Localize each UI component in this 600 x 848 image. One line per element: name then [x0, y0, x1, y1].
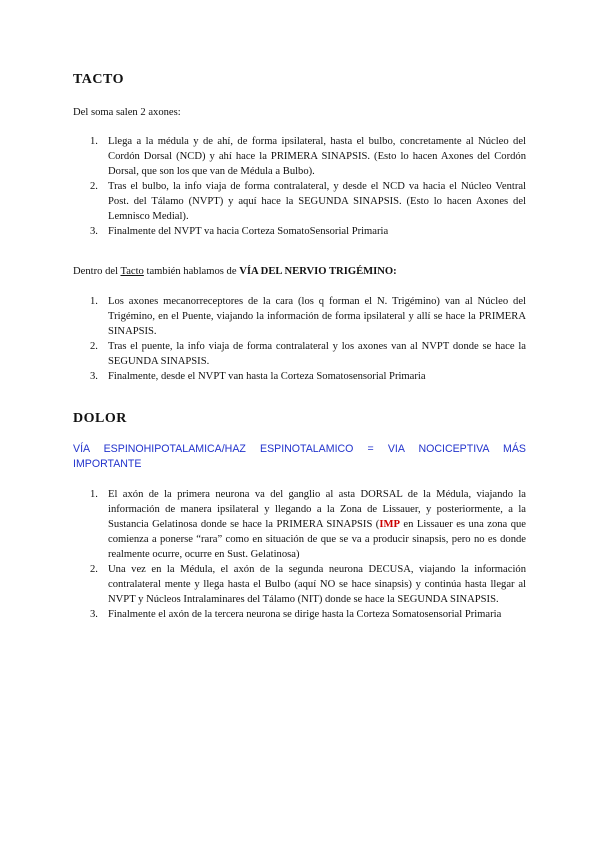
list-number: 2. — [90, 341, 98, 352]
list-item-text: Tras el bulbo, la info viaja de forma contralateral, y desde el NCD va hacia el Núcleo Ventral Post. del Tálamo (NVPT) y aquí hace la SEGUNDA SINAPSIS. (Esto lo hacen Axones del Lemnisco Medial). — [108, 181, 526, 222]
trigemino-intro-mid: también hablamos de — [143, 266, 240, 277]
list-item — [90, 134, 526, 179]
list-number: 3. — [90, 609, 98, 620]
list-item — [90, 179, 526, 224]
list-number: 1. — [90, 136, 98, 147]
list-item-text: Los axones mecanorreceptores de la cara (los q forman el N. Trigémino) van al Núcleo del Trigémino, en el Puente, viajando la información de forma ipsilateral y allí se hace la PRIMERA SINAPSIS. — [108, 296, 526, 337]
list-number: 3. — [90, 226, 98, 237]
list-item-text: Finalmente el axón de la tercera neurona se dirige hasta la Corteza Somatosensorial Primaria — [108, 609, 502, 620]
list-item-text: Llega a la médula y de ahí, de forma ipsilateral, hasta el bulbo, concretamente al Núcleo del Cordón Dorsal (NCD) y ahí hace la PRIMERA SINAPSIS. (Esto lo hacen Axones del Cordón Dorsal, que son los que van de Médula a Bulbo). — [108, 136, 526, 177]
list-item — [90, 487, 526, 562]
trigemino-list — [90, 294, 526, 384]
list-item-text: Finalmente del NVPT va hacia Corteza SomatoSensorial Primaria — [108, 226, 389, 237]
tacto-intro: Del soma salen 2 axones: — [73, 107, 181, 118]
list-item — [90, 369, 526, 384]
list-item-text-cont: en Lissauer es una zona que comienza a ponerse “rara” como en situación de que se va a producir sinapsis, pero no es donde realmente ocurre, ocurre en Sust. Gelatinosa) — [108, 519, 526, 560]
list-item — [90, 562, 526, 607]
imp-highlight: IMP — [379, 519, 400, 530]
list-number: 2. — [90, 181, 98, 192]
trigemino-title: VÍA DEL NERVIO TRIGÉMINO: — [239, 266, 397, 277]
trigemino-intro-text: Dentro del — [73, 266, 121, 277]
dolor-heading: DOLOR — [73, 411, 127, 426]
list-number: 1. — [90, 296, 98, 307]
list-item-text: Una vez en la Médula, el axón de la segunda neurona DECUSA, viajando la información contralateral mente y llega hasta el Bulbo (aquí NO se hace sinapsis) y continúa hasta llegar al NVPT y Núcleos Intralaminares del Tálamo (NIT) donde se hace la SEGUNDA SINAPSIS. — [108, 564, 526, 605]
list-item — [90, 607, 526, 622]
list-item — [90, 339, 526, 369]
list-item — [90, 294, 526, 339]
dolor-subheading: VÍA ESPINOHIPOTALAMICA/HAZ ESPINOTALAMICO = VIA NOCICEPTIVA MÁS IMPORTANTE — [73, 443, 526, 470]
tacto-heading: TACTO — [73, 72, 124, 87]
tacto-list — [90, 134, 526, 239]
tacto-link[interactable]: Tacto — [120, 266, 144, 277]
list-item-text: El axón de la primera neurona va del ganglio al asta DORSAL de la Médula, viajando la información de manera ipsilateral y llegando a la Zona de Lissauer, y posteriormente, a la Sustancia Gelatinosa donde se hace la PRIMERA SINAPSIS ( — [108, 489, 526, 530]
list-number: 2. — [90, 564, 98, 575]
list-item-text: Tras el puente, la info viaja de forma contralateral y los axones van al NVPT donde se hace la SEGUNDA SINAPSIS. — [108, 341, 526, 367]
list-item-text: Finalmente, desde el NVPT van hasta la Corteza Somatosensorial Primaria — [108, 371, 426, 382]
list-number: 3. — [90, 371, 98, 382]
dolor-list — [90, 487, 526, 622]
trigemino-intro — [73, 265, 397, 279]
list-number: 1. — [90, 489, 98, 500]
list-item — [90, 224, 526, 239]
